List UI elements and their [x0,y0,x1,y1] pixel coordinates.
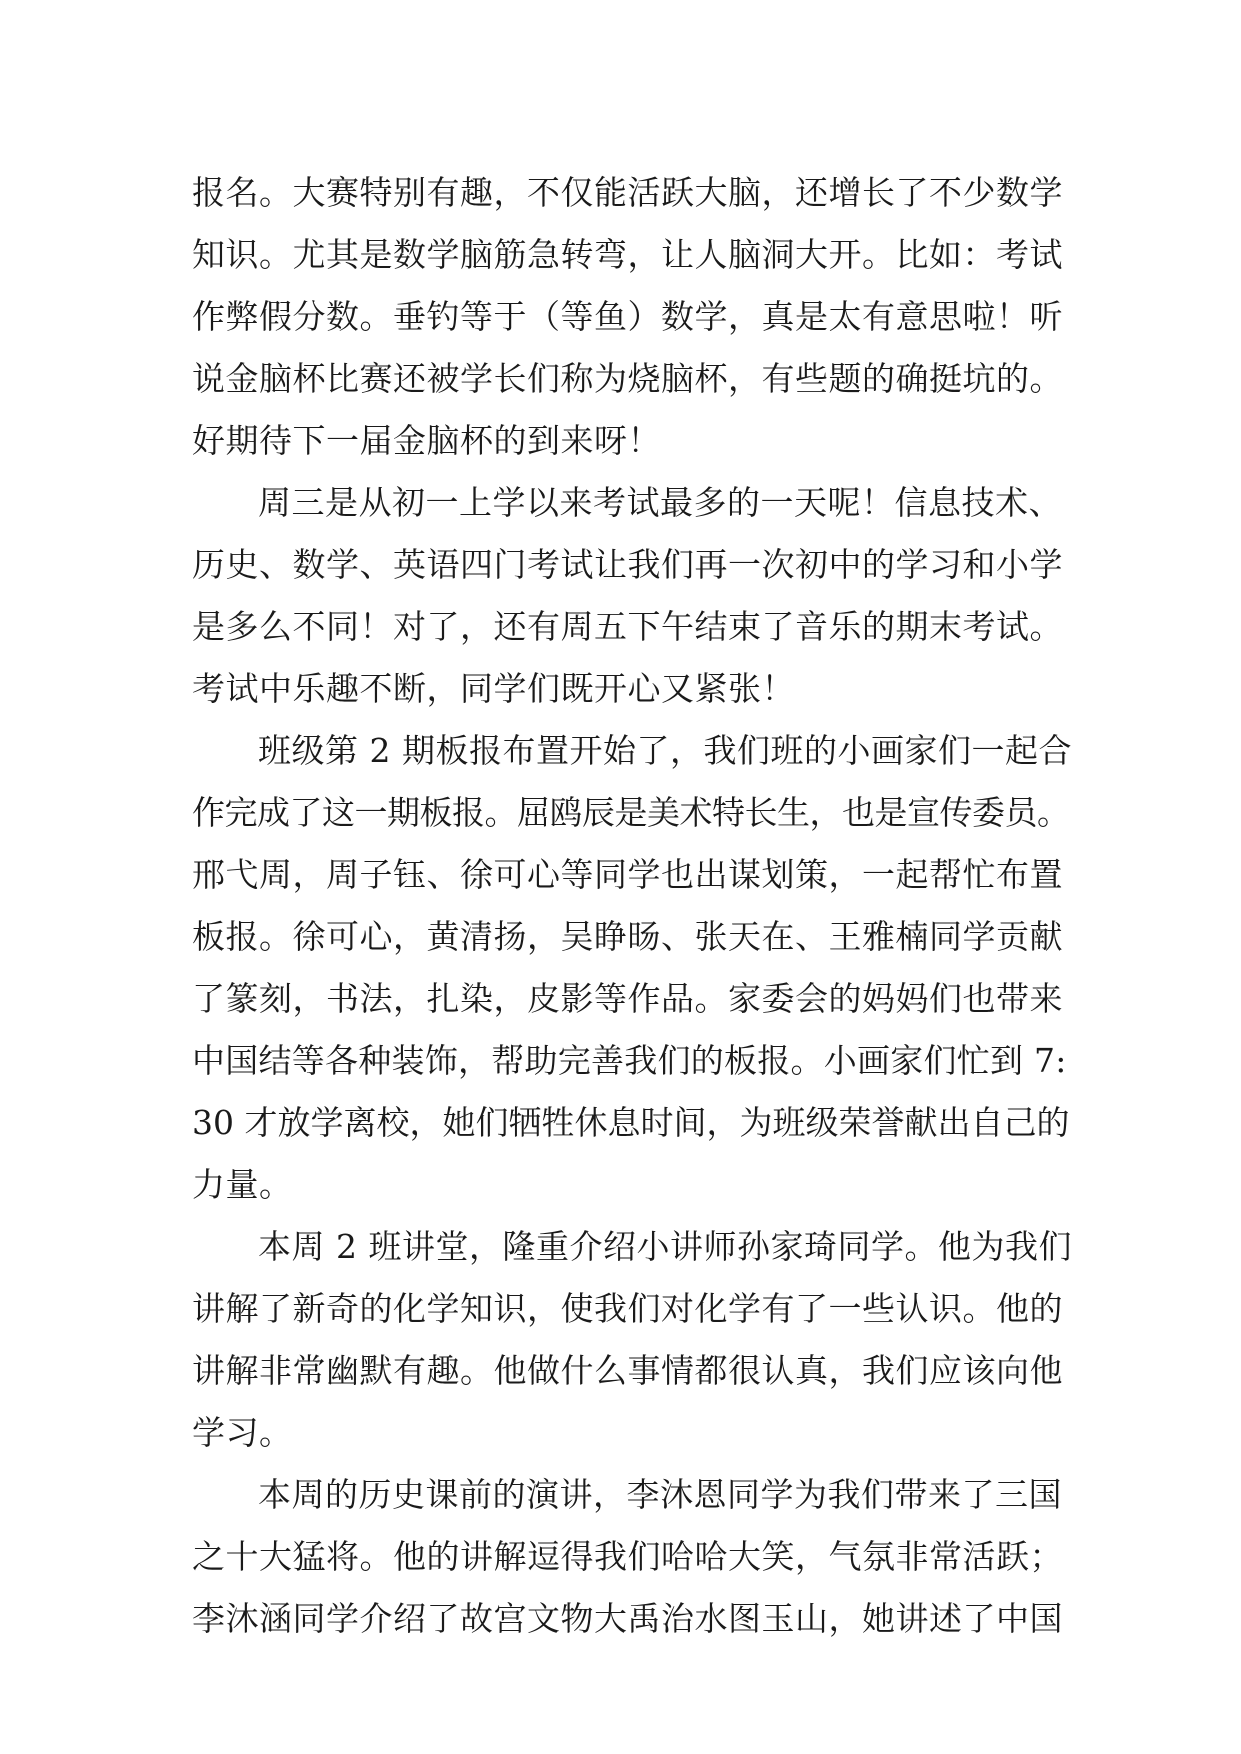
document-body [192,162,1072,1650]
text-line: 学习。 [192,1413,293,1452]
text-line: 中国结等各种装饰，帮助完善我们的板报。小画家们忙到 7: [192,1041,1067,1080]
text-line: 作完成了这一期板报。屈鸥辰是美术特长生，也是宣传委员。 [192,793,1070,832]
paragraph-first-line: 周三是从初一上学以来考试最多的一天呢！信息技术、 [258,483,1062,522]
paragraph-first-line: 本周的历史课前的演讲，李沐恩同学为我们带来了三国 [258,1475,1062,1514]
text-line: 板报。徐可心，黄清扬，吴睁旸、张天在、王雅楠同学贡献 [192,917,1063,956]
text-line: 好期待下一届金脑杯的到来呀！ [192,421,661,460]
text-line: 之十大猛将。他的讲解逗得我们哈哈大笑，气氛非常活跃； [192,1537,1063,1576]
text-line: 30 才放学离校，她们牺牲休息时间，为班级荣誉献出自己的 [192,1103,1070,1142]
text-line: 历史、数学、英语四门考试让我们再一次初中的学习和小学 [192,545,1063,584]
text-line: 报名。大赛特别有趣，不仅能活跃大脑，还增长了不少数学 [192,173,1063,212]
text-line: 作弊假分数。垂钓等于（等鱼）数学，真是太有意思啦！听 [192,297,1063,336]
text-line: 说金脑杯比赛还被学长们称为烧脑杯，有些题的确挺坑的。 [192,359,1063,398]
paragraph-first-line: 本周 2 班讲堂，隆重介绍小讲师孙家琦同学。他为我们 [258,1227,1072,1266]
text-line: 是多么不同！对了，还有周五下午结束了音乐的期末考试。 [192,607,1063,646]
text-line: 考试中乐趣不断，同学们既开心又紧张！ [192,669,795,708]
text-line: 李沐涵同学介绍了故宫文物大禹治水图玉山，她讲述了中国 [192,1599,1063,1638]
text-line: 讲解非常幽默有趣。他做什么事情都很认真，我们应该向他 [192,1351,1063,1390]
text-line: 讲解了新奇的化学知识，使我们对化学有了一些认识。他的 [192,1289,1063,1328]
text-line: 了篆刻，书法，扎染，皮影等作品。家委会的妈妈们也带来 [192,979,1063,1018]
paragraph-first-line: 班级第 2 期板报布置开始了，我们班的小画家们一起合 [258,731,1072,770]
text-line: 邢弋周，周子钰、徐可心等同学也出谋划策，一起帮忙布置 [192,855,1063,894]
text-line: 知识。尤其是数学脑筋急转弯，让人脑洞大开。比如：考试 [192,235,1063,274]
text-line: 力量。 [192,1165,293,1204]
